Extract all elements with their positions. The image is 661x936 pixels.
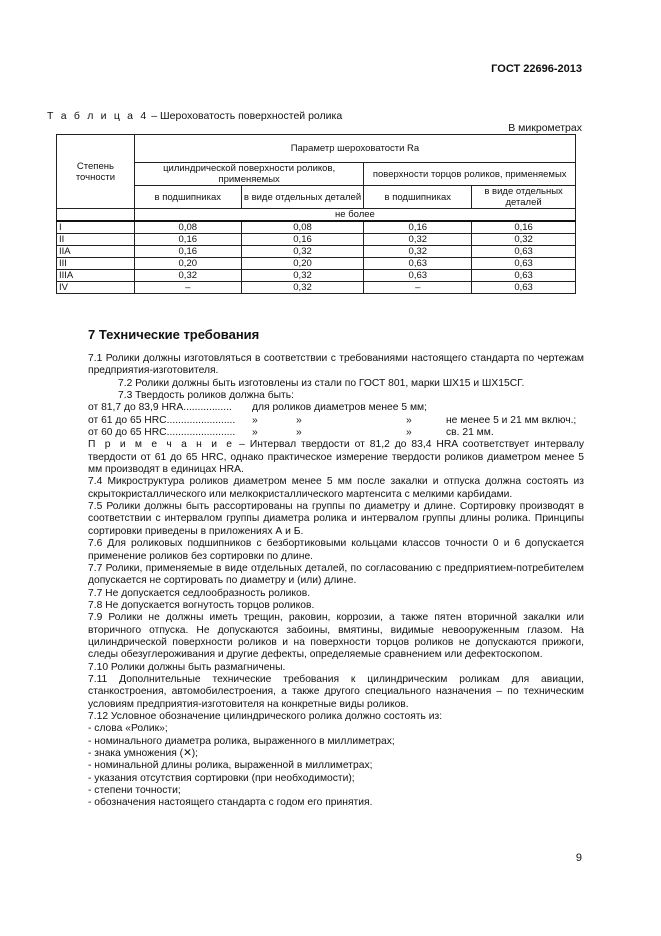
table-row — [57, 246, 576, 258]
cell: 0,16 — [134, 234, 241, 246]
cell: 0,08 — [134, 221, 241, 234]
list-item: - обозначения настоящего стандарта с годом его принятия. — [88, 797, 373, 809]
list-item: - номинального диаметра ролика, выраженного в миллиметрах; — [88, 735, 395, 747]
para-7-2: 7.2 Ролики должны быть изготовлены из стали по ГОСТ 801, марки ШХ15 и ШХ15СГ. — [118, 377, 525, 389]
cell: 0,20 — [134, 258, 241, 270]
para-7-7a: 7.7 Ролики, применяемые в виде отдельных деталей, по согласованию с предприятием-потребителем допускается не сортировать по диаметру и (или) длине. — [88, 562, 584, 587]
cell: 0,63 — [472, 270, 576, 282]
table-caption — [47, 110, 342, 122]
cell: 0,32 — [241, 282, 364, 294]
col-header-bearings-2: в подшипниках — [364, 186, 472, 209]
cell-degree: II — [57, 234, 135, 246]
table-row — [57, 258, 576, 270]
list-item: - номинальной длины ролика, выраженной в миллиметрах; — [88, 760, 373, 772]
table-row — [57, 282, 576, 294]
col-header-degree: Степень точности — [57, 135, 135, 209]
cell: 0,16 — [364, 221, 472, 234]
cell: 0,63 — [472, 246, 576, 258]
table-caption-title: – Шероховатость поверхностей ролика — [148, 110, 343, 122]
not-more-label: не более — [134, 209, 575, 222]
table-row — [57, 270, 576, 282]
list-item: - знака умножения (✕); — [88, 748, 198, 759]
hardness-row-3: от 60 до 65 HRC........................ » » » св. 21 мм. — [88, 427, 494, 439]
roughness-table — [56, 134, 576, 294]
cell: – — [134, 282, 241, 294]
cell: 0,16 — [241, 234, 364, 246]
note: П р и м е ч а н и е – Интервал твердости от 81,2 до 83,4 HRA соответствует интервалу твердости от 61 до 65 HRC, однако практическое измерение твердости роликов диаметром менее 5 мм производят в единицах HRA. — [88, 439, 584, 476]
cell: 0,32 — [134, 270, 241, 282]
para-7-11: 7.11 Дополнительные технические требования к цилиндрическим роликам для авиации, станкостроения, автомобилестроения, а также другого специального назначения – по техническим условиям предприятия-изготовителя на конкретные виды роликов. — [88, 673, 584, 710]
cell: 0,32 — [241, 270, 364, 282]
cell-degree: IIIA — [57, 270, 135, 282]
cell: 0,63 — [472, 258, 576, 270]
table-units: В микрометрах — [508, 122, 582, 134]
col-header-bearings-1: в подшипниках — [134, 186, 241, 209]
para-7-7b: 7.7 Не допускается седлообразность роликов. — [88, 587, 311, 599]
cell: 0,63 — [364, 270, 472, 282]
cell: 0,32 — [472, 234, 576, 246]
table-row — [57, 234, 576, 246]
cell: 0,16 — [134, 246, 241, 258]
cell: 0,63 — [472, 282, 576, 294]
para-7-5: 7.5 Ролики должны быть рассортированы на группы по диаметру и длине. Сортировку производят в соответствии с интервалом группы диаметра ролика и интервалом группы длины ролика. Принципы сортировки приведены в приложениях А и Б. — [88, 501, 584, 537]
para-7-3: 7.3 Твердость роликов должна быть: — [118, 390, 294, 402]
cell: – — [364, 282, 472, 294]
para-7-8: 7.8 Не допускается вогнутость торцов роликов. — [88, 599, 315, 611]
list-item: - указания отсутствия сортировки (при необходимости); — [88, 772, 355, 784]
cell: 0,16 — [472, 221, 576, 234]
hardness-row-1: от 81,7 до 83,9 HRA................. для роликов диаметров менее 5 мм; — [88, 402, 427, 414]
cell: 0,32 — [364, 234, 472, 246]
para-7-6: 7.6 Для роликовых подшипников с безбортиковыми кольцами классов точности 0 и 6 допускается применение роликов без сортировки по длине. — [88, 538, 584, 562]
cell: 0,32 — [241, 246, 364, 258]
col-header-parts-2: в виде отдельных деталей — [472, 186, 576, 209]
table-row — [57, 221, 576, 234]
para-7-1: 7.1 Ролики должны изготовляться в соответствии с требованиями настоящего стандарта по чертежам предприятия-изготовителя. — [88, 353, 584, 377]
section-title: 7 Технические требования — [88, 327, 260, 342]
designation-list — [88, 723, 584, 809]
cell-degree: I — [57, 221, 135, 234]
list-item: - слова «Ролик»; — [88, 723, 168, 735]
section-body — [88, 353, 584, 810]
para-7-9: 7.9 Ролики не должны иметь трещин, раковин, коррозии, а также пятен вторичной закалки или вторичного отпуска. Не допускаются забоины, вмятины, видимые невооруженным глазом. На цилиндрической поверхности роликов и на поверхности торцов роликов не допускаются прижоги, следы обезуглероживания и другие дефекты, определяемые сравнением или дефектоскопом. — [88, 612, 584, 661]
cell-degree: IIA — [57, 246, 135, 258]
page-number: 9 — [575, 852, 582, 864]
hardness-row-2: от 61 до 65 HRC........................ » » » не менее 5 и 21 мм включ.; — [88, 414, 577, 426]
col-header-parts-1: в виде отдельных деталей — [241, 186, 364, 209]
table-caption-prefix: Т а б л и ц а 4 — [47, 110, 149, 122]
col-header-ends: поверхности торцов роликов, применяемых — [364, 163, 576, 186]
para-7-12: 7.12 Условное обозначение цилиндрического ролика должно состоять из: — [88, 710, 443, 722]
para-7-10: 7.10 Ролики должны быть размагничены. — [88, 661, 286, 673]
list-item: - степени точности; — [88, 785, 181, 797]
col-header-param: Параметр шероховатости Ra — [134, 135, 575, 163]
cell: 0,20 — [241, 258, 364, 270]
cell: 0,32 — [364, 246, 472, 258]
para-7-4: 7.4 Микроструктура роликов диаметром менее 5 мм после закалки и отпуска должна состоять из скрытокристаллического или мелкокристаллического мартенсита с мелкими карбидами. — [88, 476, 584, 500]
cell: 0,63 — [364, 258, 472, 270]
cell-degree: IV — [57, 282, 135, 294]
cell: 0,08 — [241, 221, 364, 234]
document-header: ГОСТ 22696-2013 — [491, 63, 582, 75]
cell-degree: III — [57, 258, 135, 270]
col-header-cyl: цилиндрической поверхности роликов, применяемых — [134, 163, 364, 186]
